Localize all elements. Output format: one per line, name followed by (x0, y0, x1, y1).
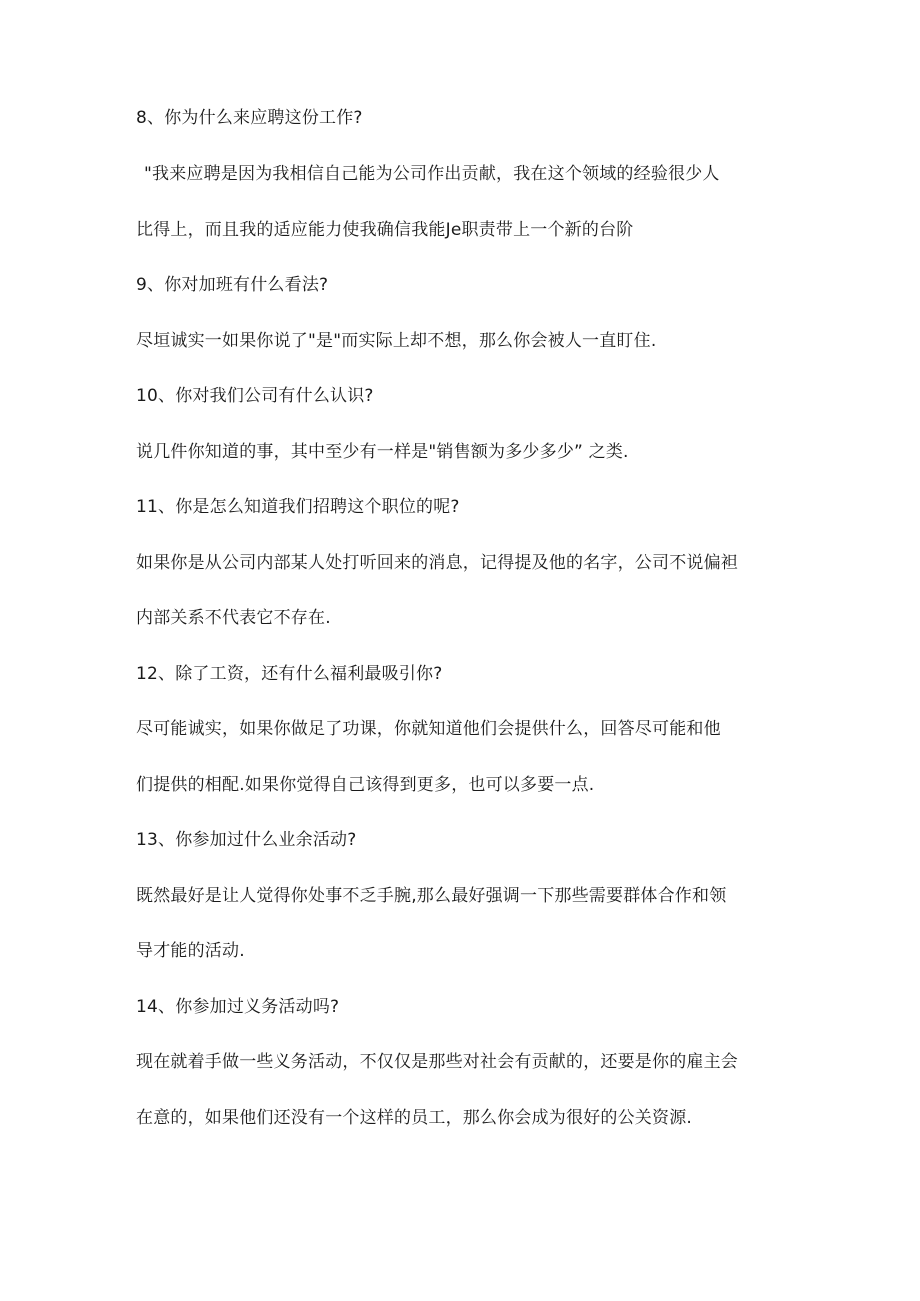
answer-13-line-1: 既然最好是让人觉得你处事不乏手腕,那么最好强调一下那些需要群体合作和领 (136, 886, 727, 906)
question-10: 10、你对我们公司有什么认识? (136, 386, 374, 406)
answer-9: 尽垣诚实一如果你说了"是"而实际上却不想，那么你会被人一直盯住. (136, 331, 657, 351)
question-9: 9、你对加班有什么看法? (136, 275, 329, 295)
answer-10: 说几件你知道的事，其中至少有一样是"销售额为多少多少” 之类. (136, 442, 629, 462)
answer-12-line-1: 尽可能诚实，如果你做足了功课，你就知道他们会提供什么，回答尽可能和他 (136, 719, 721, 739)
question-8: 8、你为什么来应聘这份工作? (136, 108, 363, 128)
answer-14-line-1: 现在就着手做一些义务活动，不仅仅是那些对社会有贡献的，还要是你的雇主会 (136, 1052, 738, 1072)
answer-11-line-1: 如果你是从公司内部某人处打听回来的消息，记得提及他的名字，公司不说偏袒 (136, 553, 738, 573)
answer-8-line-2: 比得上，而且我的适应能力使我确信我能Je职责带上一个新的台阶 (136, 220, 634, 240)
answer-8-line-1: "我来应聘是因为我相信自己能为公司作出贡献，我在这个领域的经验很少人 (144, 164, 720, 184)
question-13: 13、你参加过什么业余活动? (136, 830, 357, 850)
question-14: 14、你参加过义务活动吗? (136, 997, 340, 1017)
answer-14-line-2: 在意的，如果他们还没有一个这样的员工，那么你会成为很好的公关资源. (136, 1108, 693, 1128)
question-12: 12、除了工资，还有什么福利最吸引你? (136, 664, 443, 684)
answer-12-line-2: 们提供的相配.如果你觉得自己该得到更多，也可以多要一点. (136, 775, 595, 795)
question-11: 11、你是怎么知道我们招聘这个职位的呢? (136, 497, 460, 517)
answer-13-line-2: 导才能的活动. (136, 941, 245, 961)
answer-11-line-2: 内部关系不代表它不存在. (136, 608, 331, 628)
